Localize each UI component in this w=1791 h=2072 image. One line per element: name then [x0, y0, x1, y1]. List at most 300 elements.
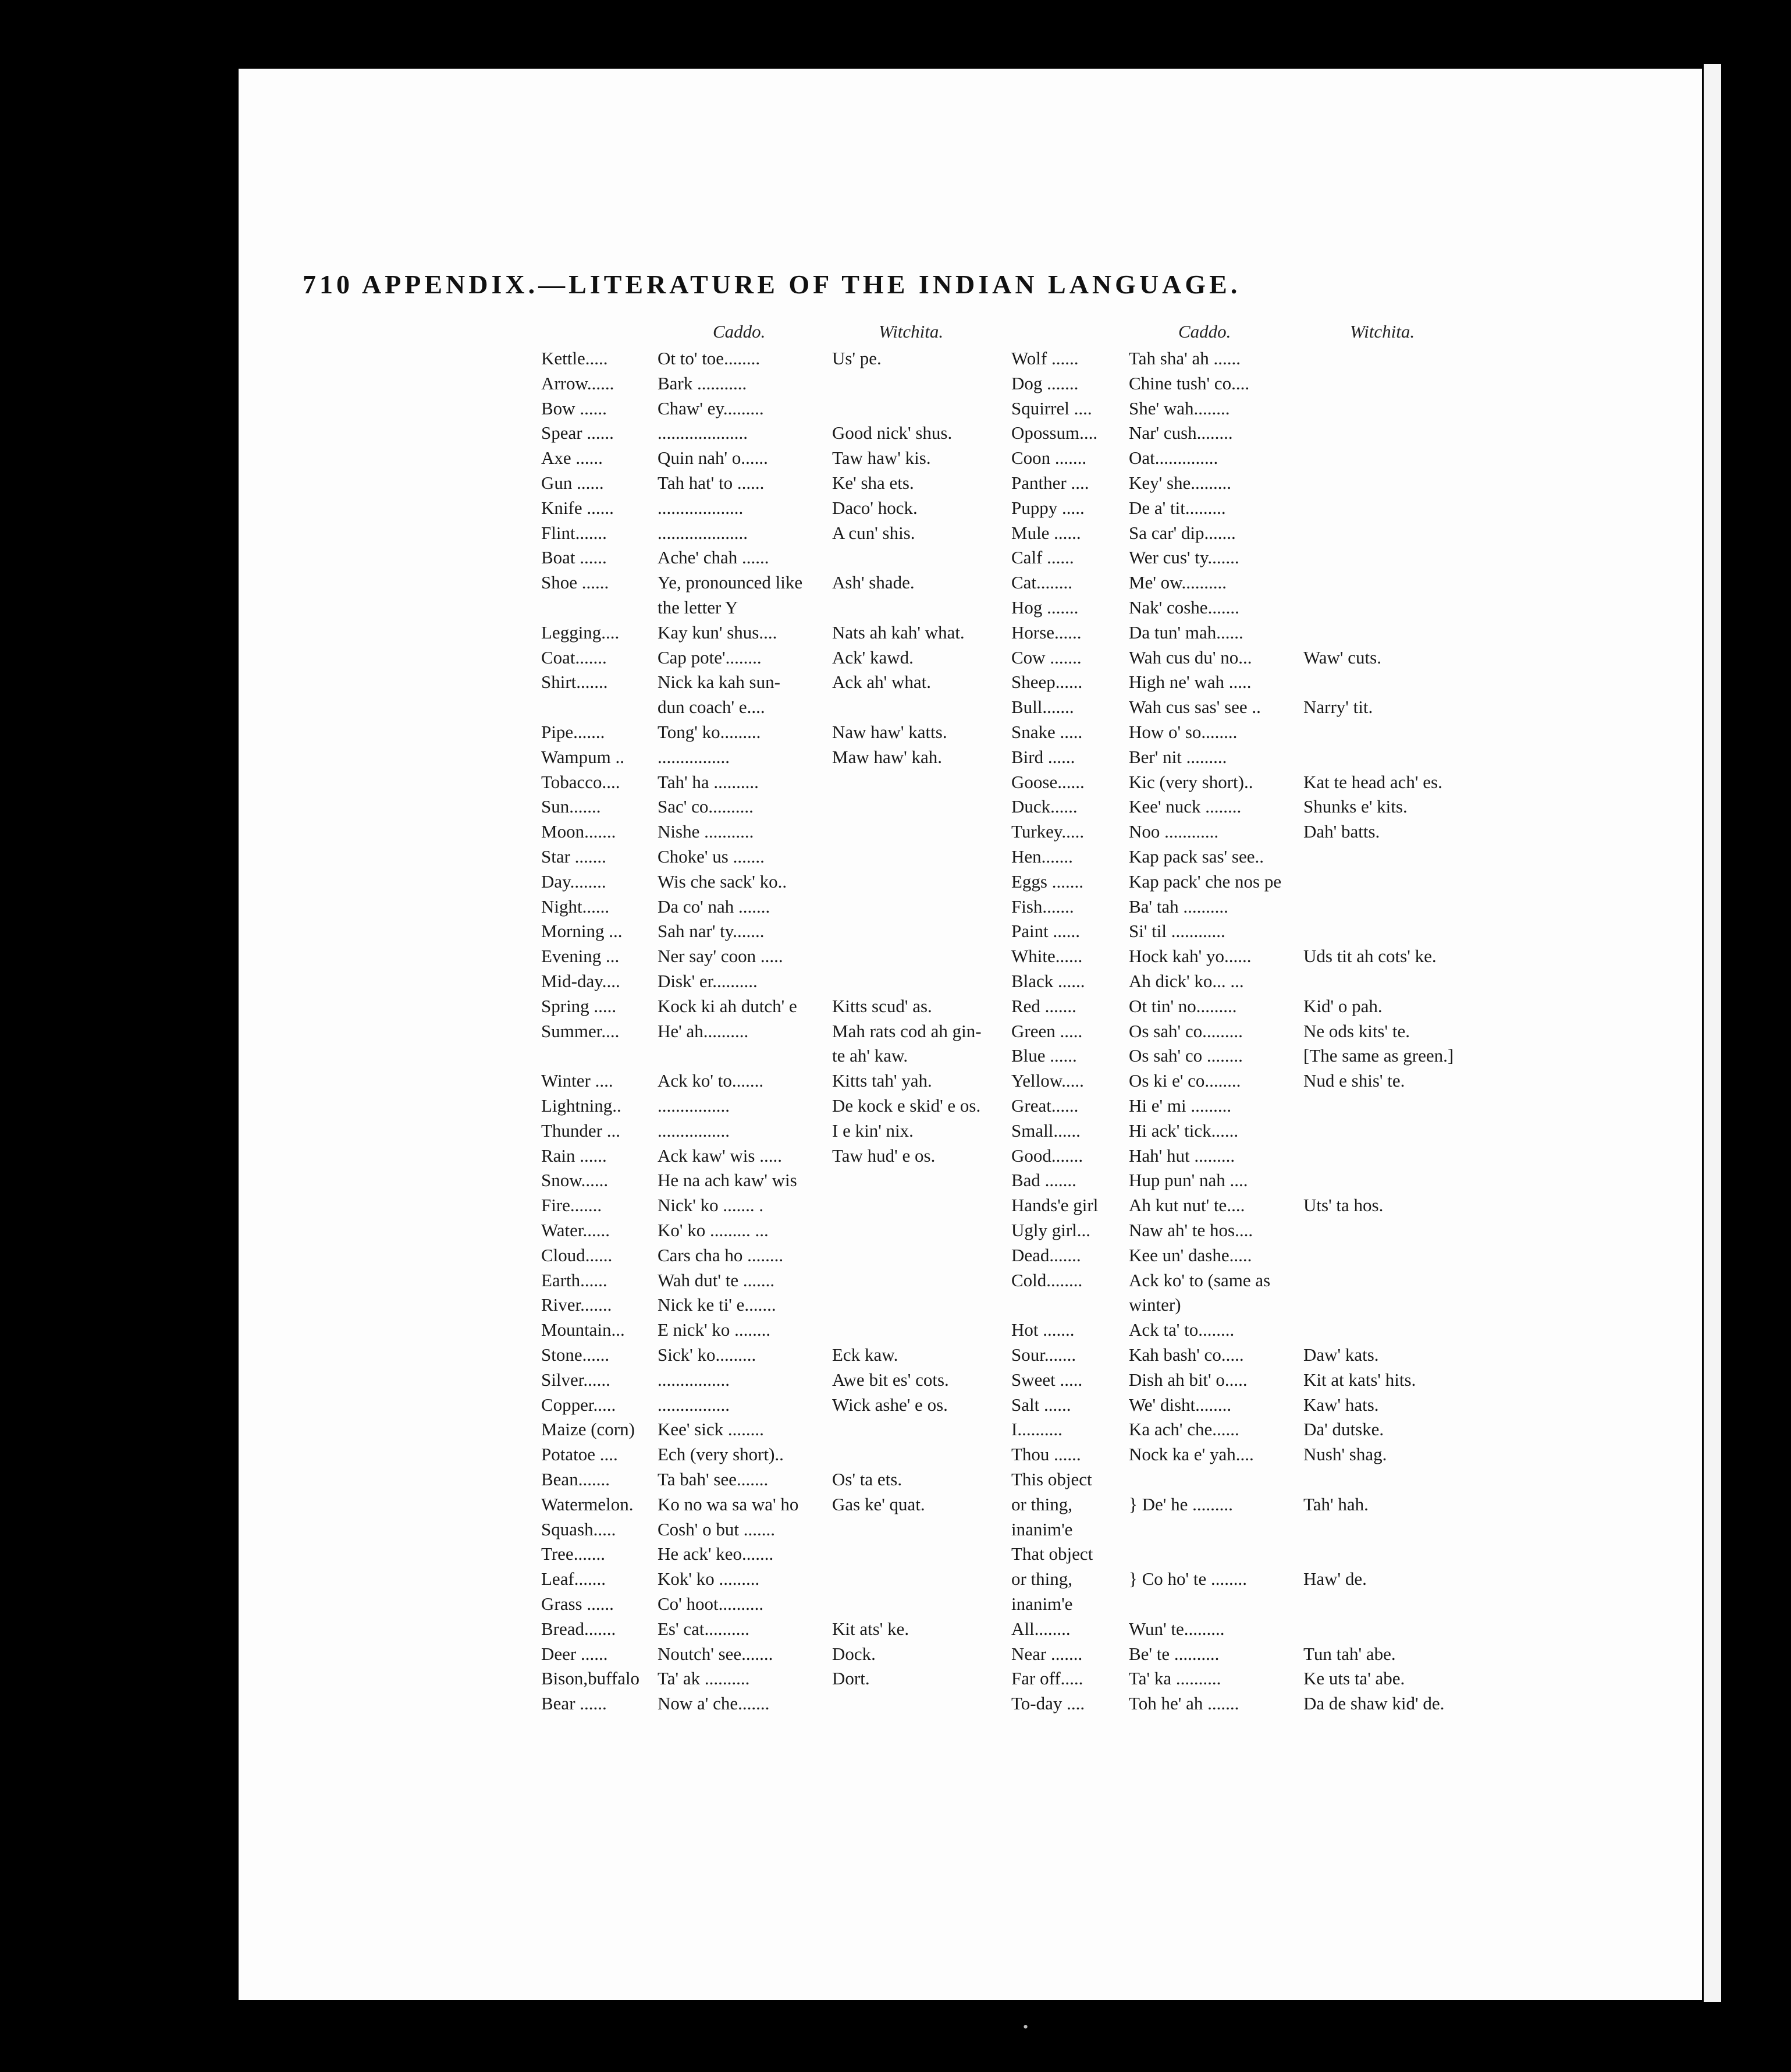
caddo-word: Kay kun' shus.... [658, 622, 777, 643]
vocabulary-row [0, 348, 1791, 372]
english-word: Bad ....... [1011, 1170, 1076, 1191]
caddo-word: Kic (very short).. [1129, 771, 1253, 792]
english-word: Duck...... [1011, 796, 1078, 817]
english-word: Bison,buffalo [541, 1668, 640, 1689]
english-word: Rain ...... [541, 1145, 607, 1166]
caddo-word: ................... [658, 497, 744, 518]
english-word: Opossum.... [1011, 423, 1098, 444]
caddo-word: Dish ah bit' o..... [1129, 1369, 1248, 1390]
caddo-word: De a' tit......... [1129, 497, 1226, 518]
witchita-word: Taw hud' e os. [832, 1145, 936, 1166]
english-word: Great...... [1011, 1095, 1079, 1116]
caddo-word: Kah bash' co..... [1129, 1344, 1244, 1365]
caddo-word: Wah cus du' no... [1129, 647, 1252, 668]
english-word: Knife ...... [541, 497, 614, 518]
english-word: Summer.... [541, 1020, 620, 1041]
witchita-word: Ash' shade. [832, 572, 915, 593]
vocabulary-row [0, 1145, 1791, 1170]
witchita-word: Awe bit es' cots. [832, 1369, 949, 1390]
caddo-word: dun coach' e.... [658, 697, 765, 718]
english-word: Cat........ [1011, 572, 1073, 593]
vocabulary-row [0, 1120, 1791, 1145]
english-word: Squash..... [541, 1518, 616, 1539]
witchita-word: Shunks e' kits. [1303, 796, 1408, 817]
caddo-word: Ack ko' to....... [658, 1070, 764, 1091]
caddo-word: Da co' nah ....... [658, 896, 770, 917]
witchita-word: Uds tit ah cots' ke. [1303, 946, 1437, 967]
witchita-word: Kitts scud' as. [832, 995, 932, 1016]
caddo-word: Ack ta' to........ [1129, 1319, 1235, 1340]
vocabulary-row [0, 821, 1791, 846]
vocabulary-row [0, 772, 1791, 796]
vocabulary-row [0, 996, 1791, 1020]
english-word: Eggs ....... [1011, 871, 1083, 892]
vocabulary-row [0, 1095, 1791, 1120]
vocabulary-row [0, 1494, 1791, 1518]
witchita-word: Narry' tit. [1303, 697, 1373, 718]
caddo-word: Sac' co.......... [658, 796, 754, 817]
vocabulary-row [0, 1444, 1791, 1468]
english-word: Hen....... [1011, 846, 1073, 867]
vocabulary-row [0, 448, 1791, 472]
english-word: Bread....... [541, 1618, 616, 1639]
english-word: Star ....... [541, 846, 606, 867]
english-word: Cow ....... [1011, 647, 1082, 668]
right-header-witchita: Witchita. [1350, 321, 1415, 342]
english-word: Bird ...... [1011, 746, 1075, 767]
english-word: Day........ [541, 871, 606, 892]
witchita-word: Maw haw' kah. [832, 746, 942, 767]
witchita-word: Dock. [832, 1643, 876, 1664]
english-word: Squirrel .... [1011, 398, 1092, 418]
english-word: inanim'e [1011, 1518, 1073, 1539]
witchita-word: De kock e skid' e os. [832, 1095, 981, 1116]
caddo-word: Ner say' coon ..... [658, 946, 783, 967]
caddo-word: Os sah' co......... [1129, 1020, 1243, 1041]
witchita-word: Tah' hah. [1303, 1493, 1369, 1514]
vocabulary-row [0, 1569, 1791, 1593]
english-word: Arrow...... [541, 372, 614, 393]
witchita-word: Da de shaw kid' de. [1303, 1693, 1445, 1714]
film-dot: • [1023, 2018, 1029, 2035]
caddo-word: Nick ka kah sun- [658, 672, 780, 693]
witchita-word: Waw' cuts. [1303, 647, 1381, 668]
caddo-word: Bark ........... [658, 372, 747, 393]
witchita-word: te ah' kaw. [832, 1045, 908, 1066]
english-word: Axe ...... [541, 448, 603, 469]
witchita-word: Taw haw' kis. [832, 448, 931, 469]
vocabulary-row [0, 1619, 1791, 1643]
witchita-word: Dah' batts. [1303, 821, 1380, 842]
english-word: Black ...... [1011, 971, 1085, 991]
english-word: Paint ...... [1011, 921, 1080, 942]
caddo-word: Wis che sack' ko.. [658, 871, 787, 892]
english-word: Horse...... [1011, 622, 1082, 643]
caddo-word: Ko no wa sa wa' ho [658, 1493, 799, 1514]
vocabulary-row [0, 1294, 1791, 1319]
vocabulary-row [0, 1395, 1791, 1419]
caddo-word: Tah' ha .......... [658, 771, 759, 792]
caddo-word: Tong' ko......... [658, 722, 761, 742]
vocabulary-row [0, 1220, 1791, 1244]
english-word: Bear ...... [541, 1693, 607, 1714]
english-word: Winter .... [541, 1070, 613, 1091]
english-word: Kettle..... [541, 348, 608, 368]
vocabulary-row [0, 1344, 1791, 1369]
english-word: Bull....... [1011, 697, 1074, 718]
english-word: Earth...... [541, 1269, 607, 1290]
caddo-word: winter) [1129, 1294, 1181, 1315]
caddo-word: Sa car' dip....... [1129, 522, 1236, 543]
caddo-word: Si' til ............ [1129, 921, 1225, 942]
english-word: Pipe....... [541, 722, 605, 742]
english-word: Panther .... [1011, 473, 1089, 493]
english-word: Dead....... [1011, 1244, 1081, 1265]
caddo-word: Os sah' co ........ [1129, 1045, 1243, 1066]
witchita-word: Kitts tah' yah. [832, 1070, 932, 1091]
caddo-word: Naw ah' te hos.... [1129, 1220, 1253, 1240]
caddo-word: Me' ow.......... [1129, 572, 1227, 593]
vocabulary-row [0, 473, 1791, 497]
caddo-word: Os ki e' co........ [1129, 1070, 1241, 1091]
caddo-word: Tah hat' to ...... [658, 473, 765, 493]
english-word: Sun....... [541, 796, 601, 817]
caddo-word: Chaw' ey......... [658, 398, 764, 418]
english-word: or thing, [1011, 1493, 1073, 1514]
english-word: Tobacco.... [541, 771, 620, 792]
english-word: White...... [1011, 946, 1083, 967]
caddo-word: ................ [658, 746, 730, 767]
english-word: Coon ....... [1011, 448, 1087, 469]
english-word: Lightning.. [541, 1095, 621, 1116]
caddo-word: Kap pack' che nos pe [1129, 871, 1282, 892]
english-word: Hot ....... [1011, 1319, 1075, 1340]
caddo-word: Ech (very short).. [658, 1444, 784, 1465]
vocabulary-row [0, 398, 1791, 423]
english-word: Grass ...... [541, 1594, 614, 1614]
caddo-word: Choke' us ....... [658, 846, 765, 867]
english-word: Wolf ...... [1011, 348, 1079, 368]
english-word: Moon....... [541, 821, 616, 842]
witchita-word: [The same as green.] [1303, 1045, 1454, 1066]
caddo-word: Es' cat.......... [658, 1618, 749, 1639]
caddo-word: the letter Y [658, 597, 738, 618]
english-word: Stone...... [541, 1344, 610, 1365]
english-word: Cold........ [1011, 1269, 1083, 1290]
vocabulary-row [0, 1070, 1791, 1095]
vocabulary-row [0, 946, 1791, 970]
english-word: Coat....... [541, 647, 607, 668]
vocabulary-row [0, 921, 1791, 945]
english-word: Small...... [1011, 1120, 1081, 1141]
english-word: Bean....... [541, 1469, 610, 1489]
caddo-word: Kee un' dashe..... [1129, 1244, 1252, 1265]
caddo-word: Kok' ko ......... [658, 1569, 760, 1590]
english-word: Snow...... [541, 1170, 609, 1191]
caddo-word: Hup pun' nah .... [1129, 1170, 1248, 1191]
caddo-word: Ta' ka .......... [1129, 1668, 1221, 1689]
caddo-word: Key' she......... [1129, 473, 1232, 493]
vocabulary-row [0, 1668, 1791, 1693]
english-word: Sheep...... [1011, 672, 1083, 693]
english-word: Wampum .. [541, 746, 625, 767]
english-word: Snake ..... [1011, 722, 1083, 742]
english-word: Dog ....... [1011, 372, 1079, 393]
vocabulary-row [0, 846, 1791, 871]
caddo-word: High ne' wah ..... [1129, 672, 1252, 693]
caddo-word: Toh he' ah ....... [1129, 1693, 1239, 1714]
english-word: Shirt....... [541, 672, 608, 693]
witchita-word: Kaw' hats. [1303, 1394, 1379, 1415]
english-word: Red ....... [1011, 995, 1076, 1016]
caddo-word: He ack' keo....... [658, 1544, 774, 1564]
caddo-word: Da tun' mah...... [1129, 622, 1243, 643]
caddo-word: Ot to' toe........ [658, 348, 761, 368]
caddo-word: Nak' coshe....... [1129, 597, 1239, 618]
english-word: Blue ...... [1011, 1045, 1077, 1066]
caddo-word: Noutch' see....... [658, 1643, 773, 1664]
witchita-word: Tun tah' abe. [1303, 1643, 1396, 1664]
witchita-word: Daw' kats. [1303, 1344, 1379, 1365]
english-word: That object [1011, 1544, 1093, 1564]
vocabulary-row [0, 647, 1791, 672]
witchita-word: Kit at kats' hits. [1303, 1369, 1416, 1390]
english-word: Boat ...... [541, 547, 607, 568]
english-word: Maize (corn) [541, 1419, 635, 1440]
caddo-word: Ba' tah .......... [1129, 896, 1228, 917]
vocabulary-row [0, 1195, 1791, 1219]
caddo-word: Chine tush' co.... [1129, 372, 1250, 393]
english-word: Puppy ..... [1011, 497, 1085, 518]
caddo-word: Oat.............. [1129, 448, 1218, 469]
witchita-word: Wick ashe' e os. [832, 1394, 948, 1415]
vocabulary-row [0, 1045, 1791, 1070]
left-header-witchita: Witchita. [879, 321, 944, 342]
vocabulary-row [0, 1170, 1791, 1194]
caddo-word: Nick ke ti' e....... [658, 1294, 776, 1315]
caddo-word: Nock ka e' yah.... [1129, 1444, 1254, 1465]
caddo-word: Kock ki ah dutch' e [658, 995, 797, 1016]
witchita-word: Os' ta ets. [832, 1469, 902, 1489]
witchita-word: Kat te head ach' es. [1303, 771, 1442, 792]
vocabulary-row [0, 722, 1791, 746]
english-word: Thou ...... [1011, 1444, 1081, 1465]
vocabulary-row [0, 1369, 1791, 1394]
witchita-word: Eck kaw. [832, 1344, 898, 1365]
english-word: Gun ...... [541, 473, 604, 493]
english-word: Sweet ..... [1011, 1369, 1083, 1390]
caddo-word: ................ [658, 1095, 730, 1116]
caddo-word: Nar' cush........ [1129, 423, 1233, 444]
caddo-word: He' ah.......... [658, 1020, 749, 1041]
caddo-word: Ka ach' che...... [1129, 1419, 1239, 1440]
english-word: Leaf....... [541, 1569, 606, 1590]
english-word: Turkey..... [1011, 821, 1085, 842]
witchita-word: Ack' kawd. [832, 647, 914, 668]
caddo-word: Be' te .......... [1129, 1643, 1220, 1664]
caddo-word: Sick' ko......... [658, 1344, 756, 1365]
english-word: Calf ...... [1011, 547, 1074, 568]
english-word: Legging.... [541, 622, 620, 643]
vocabulary-row [0, 572, 1791, 597]
english-word: To-day .... [1011, 1693, 1085, 1714]
vocabulary-row [0, 1419, 1791, 1443]
witchita-word: Gas ke' quat. [832, 1493, 925, 1514]
vocabulary-row [0, 622, 1791, 647]
witchita-word: Haw' de. [1303, 1569, 1367, 1590]
witchita-word: Daco' hock. [832, 497, 918, 518]
caddo-word: Nick' ko ....... . [658, 1195, 764, 1216]
witchita-word: Ke' sha ets. [832, 473, 914, 493]
english-word: Night...... [541, 896, 610, 917]
right-header-caddo: Caddo. [1178, 321, 1231, 342]
vocabulary-row [0, 498, 1791, 522]
english-word: Spring ..... [541, 995, 617, 1016]
witchita-word: Nud e shis' te. [1303, 1070, 1405, 1091]
caddo-word: Wah cus sas' see .. [1129, 697, 1261, 718]
caddo-word: Ta bah' see....... [658, 1469, 769, 1489]
vocabulary-row [0, 1519, 1791, 1544]
caddo-word: Nishe ........... [658, 821, 754, 842]
caddo-word: Cap pote'........ [658, 647, 762, 668]
english-word: or thing, [1011, 1569, 1073, 1590]
witchita-word: Ne ods kits' te. [1303, 1020, 1410, 1041]
caddo-word: Hi e' mi ......... [1129, 1095, 1232, 1116]
vocabulary-row [0, 1544, 1791, 1568]
english-word: Near ....... [1011, 1643, 1083, 1664]
caddo-word: Kee' sick ........ [658, 1419, 764, 1440]
vocabulary-row [0, 1245, 1791, 1269]
vocabulary-row [0, 971, 1791, 995]
english-word: Fish....... [1011, 896, 1074, 917]
english-word: Tree....... [541, 1544, 605, 1564]
english-word: Mule ...... [1011, 522, 1081, 543]
english-word: Thunder ... [541, 1120, 621, 1141]
english-word: Green ..... [1011, 1020, 1083, 1041]
english-word: Salt ...... [1011, 1394, 1071, 1415]
english-word: This object [1011, 1469, 1092, 1489]
vocabulary-row [0, 373, 1791, 398]
caddo-word: } Co ho' te ........ [1129, 1569, 1248, 1590]
caddo-word: Ache' chah ...... [658, 547, 769, 568]
witchita-word: Nush' shag. [1303, 1444, 1387, 1465]
vocabulary-row [0, 896, 1791, 921]
caddo-word: Hah' hut ......... [1129, 1145, 1235, 1166]
english-word: Shoe ...... [541, 572, 609, 593]
vocabulary-row [0, 747, 1791, 771]
english-word: Copper..... [541, 1394, 616, 1415]
english-word: inanim'e [1011, 1594, 1073, 1614]
caddo-word: Ah kut nut' te.... [1129, 1195, 1245, 1216]
witchita-word: Uts' ta hos. [1303, 1195, 1384, 1216]
witchita-word: I e kin' nix. [832, 1120, 914, 1141]
caddo-word: Kee' nuck ........ [1129, 796, 1242, 817]
vocabulary-row [0, 697, 1791, 721]
witchita-word: A cun' shis. [832, 522, 915, 543]
caddo-word: Cars cha ho ........ [658, 1244, 784, 1265]
vocabulary-row [0, 871, 1791, 896]
english-word: Potatoe .... [541, 1444, 618, 1465]
witchita-word: Ke uts ta' abe. [1303, 1668, 1405, 1689]
caddo-word: } De' he ......... [1129, 1493, 1233, 1514]
caddo-word: Ye, pronounced like [658, 572, 803, 593]
english-word: Mountain... [541, 1319, 625, 1340]
english-word: All........ [1011, 1618, 1071, 1639]
caddo-word: Ack ko' to (same as [1129, 1269, 1271, 1290]
caddo-word: ................ [658, 1369, 730, 1390]
english-word: River....... [541, 1294, 612, 1315]
caddo-word: Noo ............ [1129, 821, 1219, 842]
page-title: 710 APPENDIX.—LITERATURE OF THE INDIAN LANGUAGE. [303, 269, 1241, 299]
caddo-word: Ko' ko ......... ... [658, 1220, 769, 1240]
english-word: Deer ...... [541, 1643, 608, 1664]
vocabulary-row [0, 1693, 1791, 1718]
caddo-word: ................ [658, 1120, 730, 1141]
vocabulary-row [0, 1270, 1791, 1294]
caddo-word: Quin nah' o...... [658, 448, 768, 469]
english-word: Mid-day.... [541, 971, 620, 991]
english-word: Watermelon. [541, 1493, 634, 1514]
vocabulary-row [0, 423, 1791, 447]
caddo-word: Hi ack' tick...... [1129, 1120, 1239, 1141]
english-word: Hog ....... [1011, 597, 1079, 618]
witchita-word: Dort. [832, 1668, 870, 1689]
vocabulary-row [0, 796, 1791, 821]
english-word: Flint....... [541, 522, 607, 543]
english-word: Silver...... [541, 1369, 610, 1390]
witchita-word: Us' pe. [832, 348, 882, 368]
caddo-word: Ack kaw' wis ..... [658, 1145, 782, 1166]
caddo-word: Wer cus' ty....... [1129, 547, 1239, 568]
english-word: Spear ...... [541, 423, 614, 444]
caddo-word: Ber' nit ......... [1129, 746, 1227, 767]
english-word: Water...... [541, 1220, 610, 1240]
vocabulary-row [0, 1021, 1791, 1045]
caddo-word: Ta' ak .......... [658, 1668, 750, 1689]
english-word: Bow ...... [541, 398, 607, 418]
caddo-word: Wah dut' te ....... [658, 1269, 775, 1290]
caddo-word: Kap pack sas' see.. [1129, 846, 1264, 867]
english-word: Hands'e girl [1011, 1195, 1099, 1216]
vocabulary-row [0, 523, 1791, 547]
witchita-word: Nats ah kah' what. [832, 622, 965, 643]
caddo-word: How o' so........ [1129, 722, 1238, 742]
caddo-word: Ot tin' no......... [1129, 995, 1237, 1016]
caddo-word: Ah dick' ko... ... [1129, 971, 1244, 991]
left-header-caddo: Caddo. [713, 321, 766, 342]
english-word: I.......... [1011, 1419, 1062, 1440]
vocabulary-row [0, 1319, 1791, 1344]
caddo-word: Disk' er.......... [658, 971, 758, 991]
caddo-word: Sah nar' ty....... [658, 921, 765, 942]
caddo-word: E nick' ko ........ [658, 1319, 771, 1340]
witchita-word: Kit ats' ke. [832, 1618, 909, 1639]
caddo-word: He na ach kaw' wis [658, 1170, 797, 1191]
witchita-word: Ack ah' what. [832, 672, 932, 693]
caddo-word: Tah sha' ah ...... [1129, 348, 1241, 368]
caddo-word: Co' hoot.......... [658, 1594, 764, 1614]
caddo-word: She' wah........ [1129, 398, 1230, 418]
english-word: Goose...... [1011, 771, 1085, 792]
witchita-word: Kid' o pah. [1303, 995, 1383, 1016]
caddo-word: Cosh' o but ....... [658, 1518, 775, 1539]
witchita-word: Good nick' shus. [832, 423, 953, 444]
english-word: Far off..... [1011, 1668, 1083, 1689]
english-word: Yellow..... [1011, 1070, 1084, 1091]
english-word: Good....... [1011, 1145, 1083, 1166]
vocabulary-row [0, 597, 1791, 622]
english-word: Morning ... [541, 921, 623, 942]
